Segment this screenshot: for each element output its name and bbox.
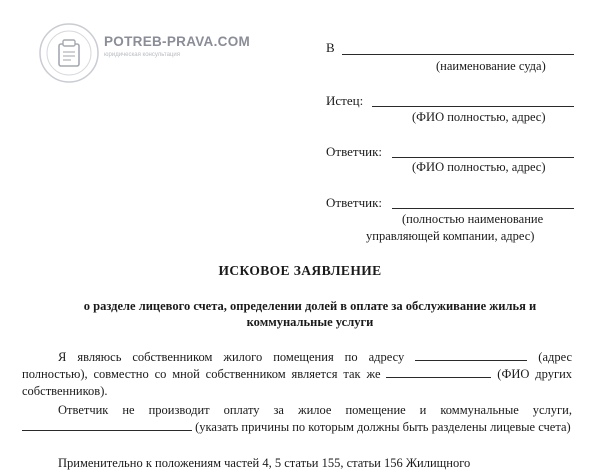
court-line [342, 54, 574, 55]
defendant2-line [392, 208, 574, 209]
watermark-tagline: юридическая консультация [104, 52, 180, 58]
paragraph-3: Применительно к положениям частей 4, 5 статьи 155, статьи 156 Жилищного [58, 456, 471, 470]
paragraph-2-end: лицевые счета) [490, 420, 571, 434]
paragraph-1 [22, 349, 572, 400]
paragraph-1-start: Я являюсь собственником жилого помещения по адресу [58, 350, 405, 364]
paragraph-1-mid: (адрес полностью), совместно со мной собственником является так же [22, 350, 573, 381]
watermark-site-name: POTREB-PRAVA.COM [104, 34, 251, 49]
defendant-line [392, 157, 574, 158]
paragraph-2-mid: (указать причины по которым должны быть разделены [195, 420, 487, 434]
defendant-label: Ответчик: [326, 144, 383, 159]
defendant2-caption-line1: (полностью наименование [402, 212, 544, 226]
address-blank [415, 360, 527, 361]
defendant2-caption-line2: управляющей компании, адрес) [366, 229, 535, 243]
document-subtitle: о разделе лицевого счета, определении долей в оплате за обслуживание жилья и коммунальные услуги [83, 299, 537, 329]
owners-blank [386, 377, 491, 378]
plaintiff-line [372, 106, 574, 107]
plaintiff-label: Истец: [326, 93, 364, 108]
document-title: ИСКОВОЕ ЗАЯВЛЕНИЕ [218, 263, 382, 278]
site-logo-seal [38, 22, 100, 84]
reasons-blank [22, 430, 192, 431]
court-caption: (наименование суда) [436, 59, 546, 73]
defendant2-label: Ответчик: [326, 195, 383, 210]
court-prefix: В [326, 40, 335, 55]
paragraph-2 [22, 402, 572, 436]
defendant-caption: (ФИО полностью, адрес) [412, 160, 546, 174]
paragraph-1-end: (ФИО других собственников). [22, 367, 573, 398]
paragraph-2-start: Ответчик не производит оплату за жилое помещение и коммунальные услуги, [58, 403, 572, 417]
plaintiff-caption: (ФИО полностью, адрес) [412, 110, 546, 124]
